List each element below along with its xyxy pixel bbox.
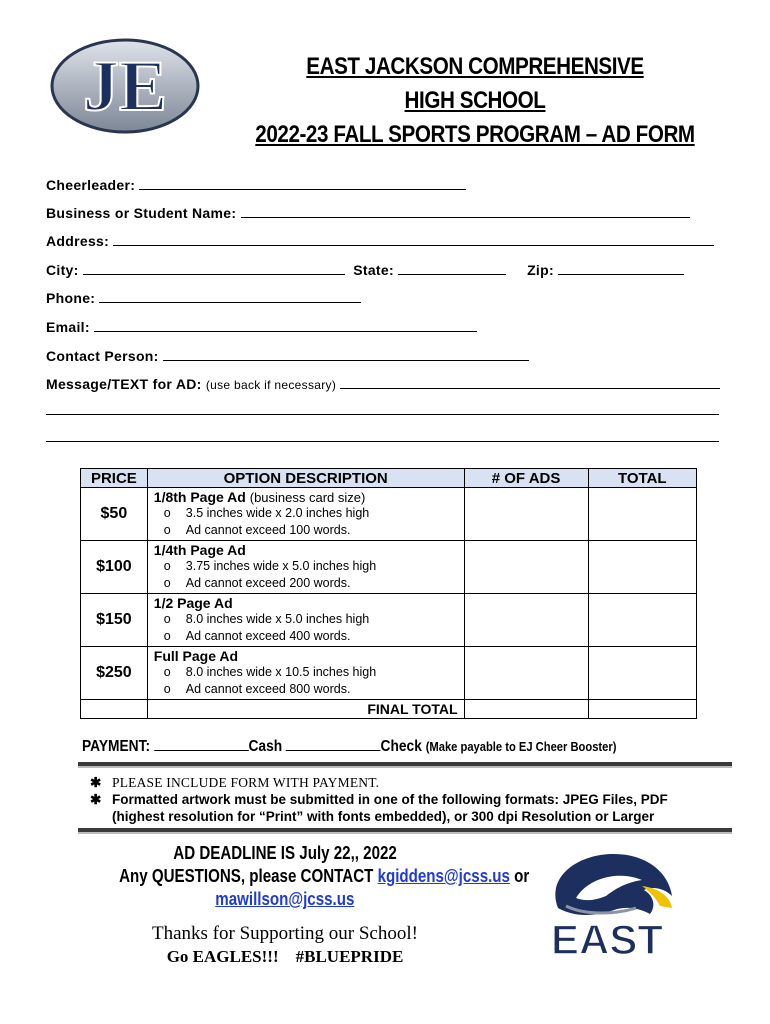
eagle-mascot-icon [536,848,678,960]
option-title: 1/4th Page Ad [153,542,246,558]
option-title: 1/8th Page Ad [153,489,246,505]
bullet-icon: o [163,523,171,537]
email-link-mawillson[interactable]: mawillson@jcss.us [215,889,355,909]
school-logo [50,38,200,134]
total-input[interactable] [588,541,696,594]
num-ads-input[interactable] [464,647,588,700]
num-ads-input[interactable] [464,541,588,594]
bullet-icon: o [163,612,171,626]
note-1: PLEASE INCLUDE FORM WITH PAYMENT. [112,775,380,790]
city-label: City: [46,262,79,278]
final-num-ads-input[interactable] [464,700,588,719]
email-label: Email: [46,319,90,335]
thanks-text: Thanks for Supporting our School! [152,923,418,944]
address-label: Address: [46,233,110,249]
state-input-line[interactable] [398,262,506,275]
message-field[interactable] [46,376,720,392]
price-cell: $250 [81,647,148,700]
business-label: Business or Student Name: [46,205,237,221]
payment-line [82,738,703,756]
hashtag-text: #BLUEPRIDE [295,947,404,966]
bullet-icon: o [163,682,171,696]
title-line-2: HIGH SCHOOL [404,87,546,114]
message-line-2[interactable] [46,414,719,415]
cash-input-line[interactable] [154,738,249,751]
message-note: (use back if necessary) [205,378,337,392]
bullet-icon: o [163,629,171,643]
option-word-limit: Ad cannot exceed 800 words. [185,682,351,696]
option-note: (business card size) [249,490,366,505]
header-total: TOTAL [588,469,696,488]
option-dimensions: 3.75 inches wide x 5.0 inches high [185,559,377,573]
cheerleader-field[interactable] [46,177,466,193]
zip-label: Zip: [527,262,554,278]
zip-input-line[interactable] [558,262,684,275]
price-cell: $150 [81,594,148,647]
title-line-3: 2022-23 FALL SPORTS PROGRAM – AD FORM [255,121,695,148]
table-row [81,541,697,594]
city-input-line[interactable] [83,262,345,275]
asterisk-icon: ✱ [90,775,102,790]
deadline-text: AD DEADLINE IS July 22,, 2022 [173,843,397,863]
bullet-icon: o [163,665,171,679]
empty-cell [81,700,148,719]
option-dimensions: 3.5 inches wide x 2.0 inches high [185,506,370,520]
table-row [81,594,697,647]
or-text: or [514,866,530,886]
business-input-line[interactable] [241,205,690,218]
check-note: (Make payable to EJ Cheer Booster) [425,739,617,754]
option-title: 1/2 Page Ad [153,595,233,611]
thanks-block [80,922,490,968]
table-row [81,647,697,700]
final-total-input[interactable] [588,700,696,719]
option-word-limit: Ad cannot exceed 200 words. [185,576,351,590]
phone-field[interactable] [46,290,361,306]
description-cell [147,488,464,541]
note-2: Formatted artwork must be submitted in one of the following formats: JPEG Files, PDF (highest resolution for “Print” with fonts embedded), or 300 dpi Resolution or Larger [112,792,668,824]
divider [78,762,732,766]
questions-text: Any QUESTIONS, please CONTACT [119,866,374,886]
bullet-icon: o [163,576,171,590]
total-input[interactable] [588,647,696,700]
option-dimensions: 8.0 inches wide x 10.5 inches high [185,665,377,679]
message-line-3[interactable] [46,441,719,442]
phone-input-line[interactable] [99,290,361,303]
table-row [81,488,697,541]
total-input[interactable] [588,488,696,541]
list-item [90,791,700,825]
message-input-line[interactable] [340,376,720,389]
option-word-limit: Ad cannot exceed 100 words. [185,523,351,537]
business-field[interactable] [46,205,690,221]
phone-label: Phone: [46,290,96,306]
num-ads-input[interactable] [464,594,588,647]
option-dimensions: 8.0 inches wide x 5.0 inches high [185,612,370,626]
bullet-icon: o [163,506,171,520]
check-input-line[interactable] [286,738,381,751]
header-num-ads: # OF ADS [464,469,588,488]
price-cell: $100 [81,541,148,594]
description-cell [147,541,464,594]
address-field[interactable] [46,233,714,249]
city-state-zip-field[interactable] [46,262,684,278]
bullet-icon: o [163,559,171,573]
check-label: Check [380,738,422,755]
asterisk-icon: ✱ [90,792,102,807]
title-line-1: EAST JACKSON COMPREHENSIVE [306,53,644,80]
contact-input-line[interactable] [163,348,529,361]
num-ads-input[interactable] [464,488,588,541]
total-input[interactable] [588,594,696,647]
go-eagles-text: Go EAGLES!!! [166,947,279,966]
ad-options-table [80,468,697,719]
cheerleader-label: Cheerleader: [46,177,136,193]
contact-field[interactable] [46,348,529,364]
cash-label: Cash [248,738,283,755]
description-cell [147,647,464,700]
email-field[interactable] [46,319,477,335]
eagle-text: EAST [550,916,664,960]
table-header-row [81,469,697,488]
deadline-block [80,842,530,911]
option-title: Full Page Ad [153,648,239,664]
address-input-line[interactable] [113,233,714,246]
divider [78,828,732,832]
message-label: Message/TEXT for AD: [46,376,202,392]
state-label: State: [353,262,394,278]
header-price: PRICE [81,469,148,488]
header-description: OPTION DESCRIPTION [147,469,464,488]
form-title [247,50,703,152]
notes-list [90,774,700,825]
logo-letters: JE [82,46,168,126]
price-cell: $50 [81,488,148,541]
list-item [90,774,700,791]
final-total-row [81,700,697,719]
description-cell [147,594,464,647]
option-word-limit: Ad cannot exceed 400 words. [185,629,351,643]
cheerleader-input-line[interactable] [139,177,466,190]
email-link-kgiddens[interactable]: kgiddens@jcss.us [377,866,510,886]
contact-label: Contact Person: [46,348,159,364]
email-input-line[interactable] [94,319,477,332]
payment-label: PAYMENT: [82,738,151,755]
final-total-label: FINAL TOTAL [147,700,464,719]
